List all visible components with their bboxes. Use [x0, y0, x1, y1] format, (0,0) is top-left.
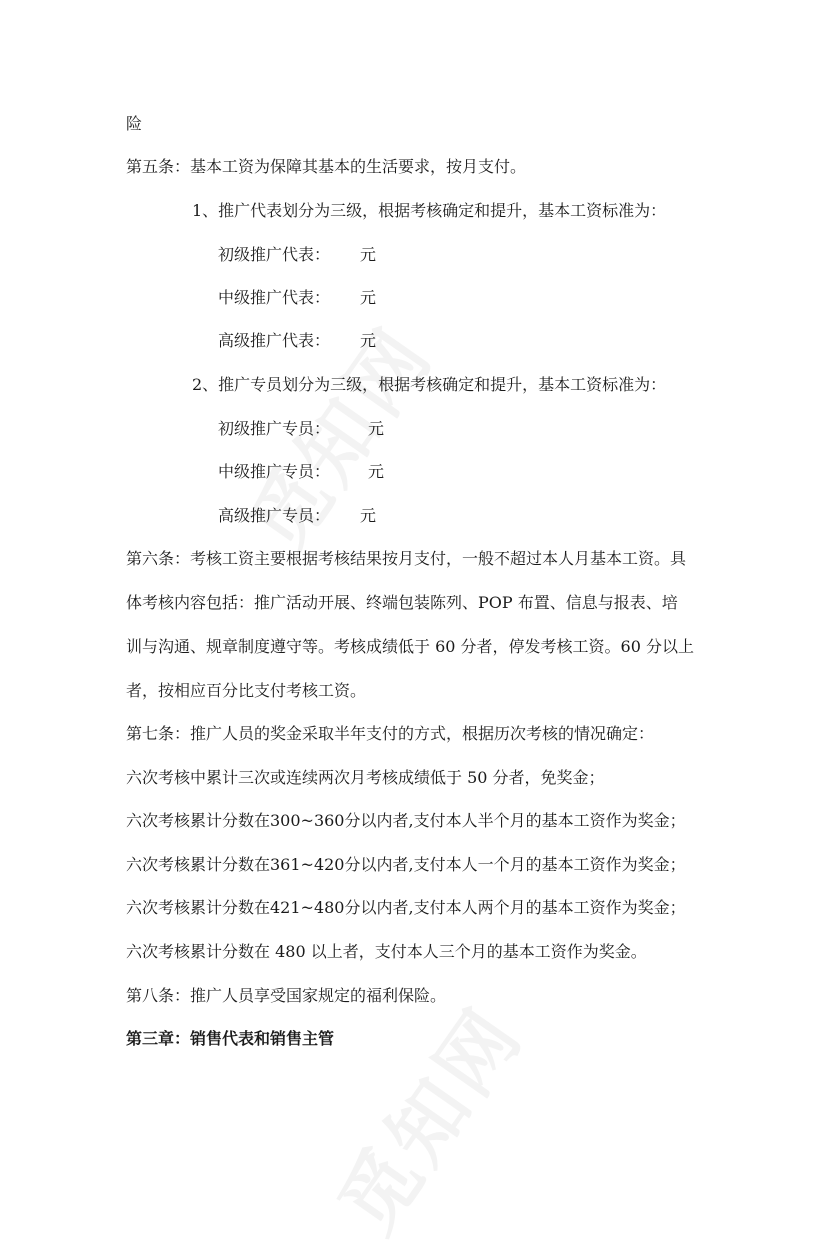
list-item-1: 1、推广代表划分为三级，根据考核确定和提升，基本工资标准为：	[192, 201, 667, 220]
article-5: 第五条：基本工资为保障其基本的生活要求，按月支付。	[126, 157, 527, 176]
bonus-rule: 六次考核累计分数在300~360分以内者,支付本人半个月的基本工资作为奖金；	[126, 811, 686, 830]
list-item-2: 2、推广专员划分为三级，根据考核确定和提升，基本工资标准为：	[192, 375, 667, 394]
pay-level-label: 中级推广专员：	[218, 462, 331, 481]
pay-unit: 元	[360, 288, 377, 307]
article-8: 第八条：推广人员享受国家规定的福利保险。	[126, 986, 447, 1005]
pay-level-label: 高级推广专员：	[218, 506, 331, 525]
pay-level-label: 初级推广代表：	[218, 245, 331, 264]
bonus-rule: 六次考核中累计三次或连续两次月考核成绩低于 50 分者，免奖金；	[126, 768, 605, 787]
pay-level-label: 高级推广代表：	[218, 331, 331, 350]
article-6-line: 第六条：考核工资主要根据考核结果按月支付，一般不超过本人月基本工资。具	[126, 549, 687, 568]
pay-level-label: 初级推广专员：	[218, 419, 331, 438]
pay-level-label: 中级推广代表：	[218, 288, 331, 307]
article-6-line: 者，按相应百分比支付考核工资。	[126, 681, 367, 700]
article-6-line: 体考核内容包括：推广活动开展、终端包装陈列、POP 布置、信息与报表、培	[126, 593, 678, 612]
article-7: 第七条：推广人员的奖金采取半年支付的方式，根据历次考核的情况确定：	[126, 724, 655, 743]
bonus-rule: 六次考核累计分数在 480 以上者，支付本人三个月的基本工资作为奖金。	[126, 942, 647, 961]
pay-unit: 元	[360, 245, 377, 264]
pay-unit: 元	[360, 331, 377, 350]
paragraph-fragment: 险	[126, 114, 143, 133]
article-6-line: 训与沟通、规章制度遵守等。考核成绩低于 60 分者，停发考核工资。60 分以上	[126, 637, 694, 656]
pay-unit: 元	[360, 506, 377, 525]
bonus-rule: 六次考核累计分数在421~480分以内者,支付本人两个月的基本工资作为奖金；	[126, 898, 686, 917]
watermark	[308, 981, 544, 1251]
pay-unit: 元	[368, 419, 385, 438]
chapter-heading: 第三章：销售代表和销售主管	[126, 1029, 335, 1048]
bonus-rule: 六次考核累计分数在361~420分以内者,支付本人一个月的基本工资作为奖金；	[126, 855, 686, 874]
pay-unit: 元	[368, 462, 385, 481]
